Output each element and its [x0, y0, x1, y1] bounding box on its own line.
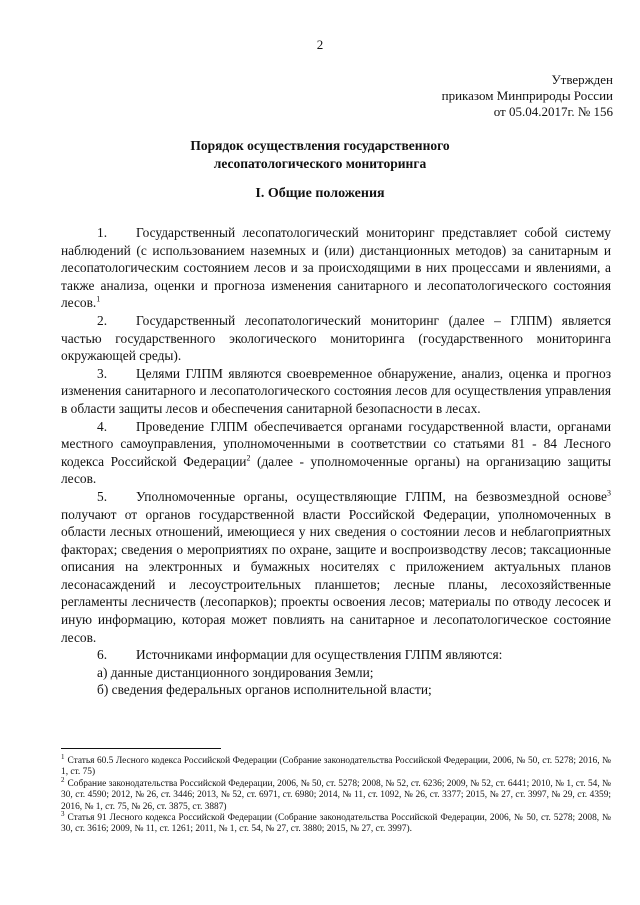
paragraph-text-continued: (далее - уполномоченные органы) на организацию защиты лесов.: [61, 453, 611, 487]
approval-block: [442, 72, 613, 120]
paragraph-text-continued: получают от органов государственной власти Российской Федерации, уполномоченных в области лесных отношений, имеющиеся у них сведения о состоянии лесов и неблагоприятных факторах; сведения о мероприятиях по охране, защите и воспроизводству лесов; таксационные описания на электронных и бумажных носителях с приложением актуальных планов лесонасаждений и лесоустроительных планшетов; лесные планы, лесохозяйственные регламенты лесничеств (лесопарков); проекты освоения лесов; материалы по отводу лесосек и иную информацию, которая может повлиять на санитарное и лесопатологическое состояние лесов.: [61, 506, 611, 645]
footnote-3: [61, 809, 611, 836]
footnote-1: [61, 752, 611, 779]
paragraph-6: [61, 646, 611, 664]
paragraph-text: Государственный лесопатологический мониторинг (далее – ГЛПМ) является частью государственного экологического мониторинга (государственного мониторинга окружающей среды).: [61, 312, 611, 364]
footnote-2: [61, 775, 611, 813]
page-number: 2: [316, 37, 324, 52]
paragraph-3: [61, 365, 611, 418]
footnote-ref: 3: [607, 488, 611, 498]
footnote-mark: 3: [61, 809, 65, 818]
footnotes: [61, 752, 611, 836]
paragraph-5: [61, 488, 611, 646]
list-item-a: а) данные дистанционного зондирования Земли;: [97, 664, 374, 680]
paragraph-4: [61, 418, 611, 488]
paragraph-text: Источниками информации для осуществления ГЛПМ являются:: [136, 647, 503, 663]
document-title: [0, 137, 640, 173]
paragraph-number: 6.: [97, 647, 108, 663]
approval-line-order: приказом Минприроды России: [441, 88, 613, 103]
paragraph-text: Государственный лесопатологический мониторинг представляет собой систему наблюдений (с использованием наземных и (или) дистанционных методов) за санитарным и лесопатологическим состоянием лесов и за происходящими в них процессами и явлениями, а также анализа, оценки и прогноза изменения санитарного и лесопатологического состояния лесов.: [61, 225, 611, 311]
paragraph-2: [61, 312, 611, 365]
footnote-mark: 2: [61, 775, 65, 784]
footnote-ref: 2: [246, 453, 251, 463]
document-body: [61, 224, 611, 699]
footnote-divider: [61, 748, 221, 749]
paragraph-1: [61, 224, 611, 312]
approval-line-approved: Утвержден: [551, 72, 613, 87]
paragraph-text: Проведение ГЛПМ обеспечивается органами государственной власти, органами местного самоуправления, уполномоченными в соответствии со статьями 81 - 84 Лесного кодекса Российской Федерации: [61, 418, 611, 469]
paragraph-number: 2.: [97, 312, 108, 328]
paragraph-text: Уполномоченные органы, осуществляющие ГЛПМ, на безвозмездной основе: [136, 488, 607, 504]
footnote-mark: 1: [61, 752, 65, 761]
footnote-text: Собрание законодательства Российской Федерации, 2006, № 50, ст. 5278; 2008, № 52, ст. 6236; 2009, № 52, ст. 6441; 2010, № 1, ст. 54, № 30, ст. 4590; 2012, № 26, ст. 3446; 2013, № 52, ст. 6971, ст. 6980; 2014, № 11, ст. 1092, № 26, ст. 3377; 2015, № 27, ст. 3997, № 29, ст. 4359; 2016, № 1, ст. 75, № 26, ст. 3875, ст. 3887): [61, 778, 611, 812]
footnote-text: Статья 60.5 Лесного кодекса Российской Федерации (Собрание законодательства Российской Федерации, 2006, № 50, ст. 5278; 2016, № 1, ст. 75): [61, 756, 611, 778]
document-title-line-2: лесопатологического мониторинга: [213, 156, 427, 171]
paragraph-number: 3.: [97, 365, 108, 381]
paragraph-number: 5.: [97, 488, 108, 504]
footnote-ref: 1: [96, 294, 101, 304]
section-heading: I. Общие положения: [255, 186, 385, 201]
paragraph-number: 1.: [97, 225, 108, 240]
document-title-line-1: Порядок осуществления государственного: [190, 138, 450, 153]
approval-line-date: от 05.04.2017г. № 156: [493, 104, 613, 119]
footnote-text: Статья 91 Лесного кодекса Российской Федерации (Собрание законодательства Российской Федерации, 2006, № 50, ст. 5278; 2008, № 30, ст. 3616; 2009, № 11, ст. 1261; 2011, № 1, ст. 54, № 27, ст. 3880; 2015, № 27, ст. 3997).: [61, 813, 611, 835]
list-item-b: б) сведения федеральных органов исполнительной власти;: [97, 682, 432, 698]
paragraph-number: 4.: [97, 418, 108, 434]
paragraph-text: Целями ГЛПМ являются своевременное обнаружение, анализ, оценка и прогноз изменения санитарного и лесопатологического состояния лесов для осуществления управления в области защиты лесов и обеспечения санитарной безопасности в лесах.: [61, 365, 611, 416]
